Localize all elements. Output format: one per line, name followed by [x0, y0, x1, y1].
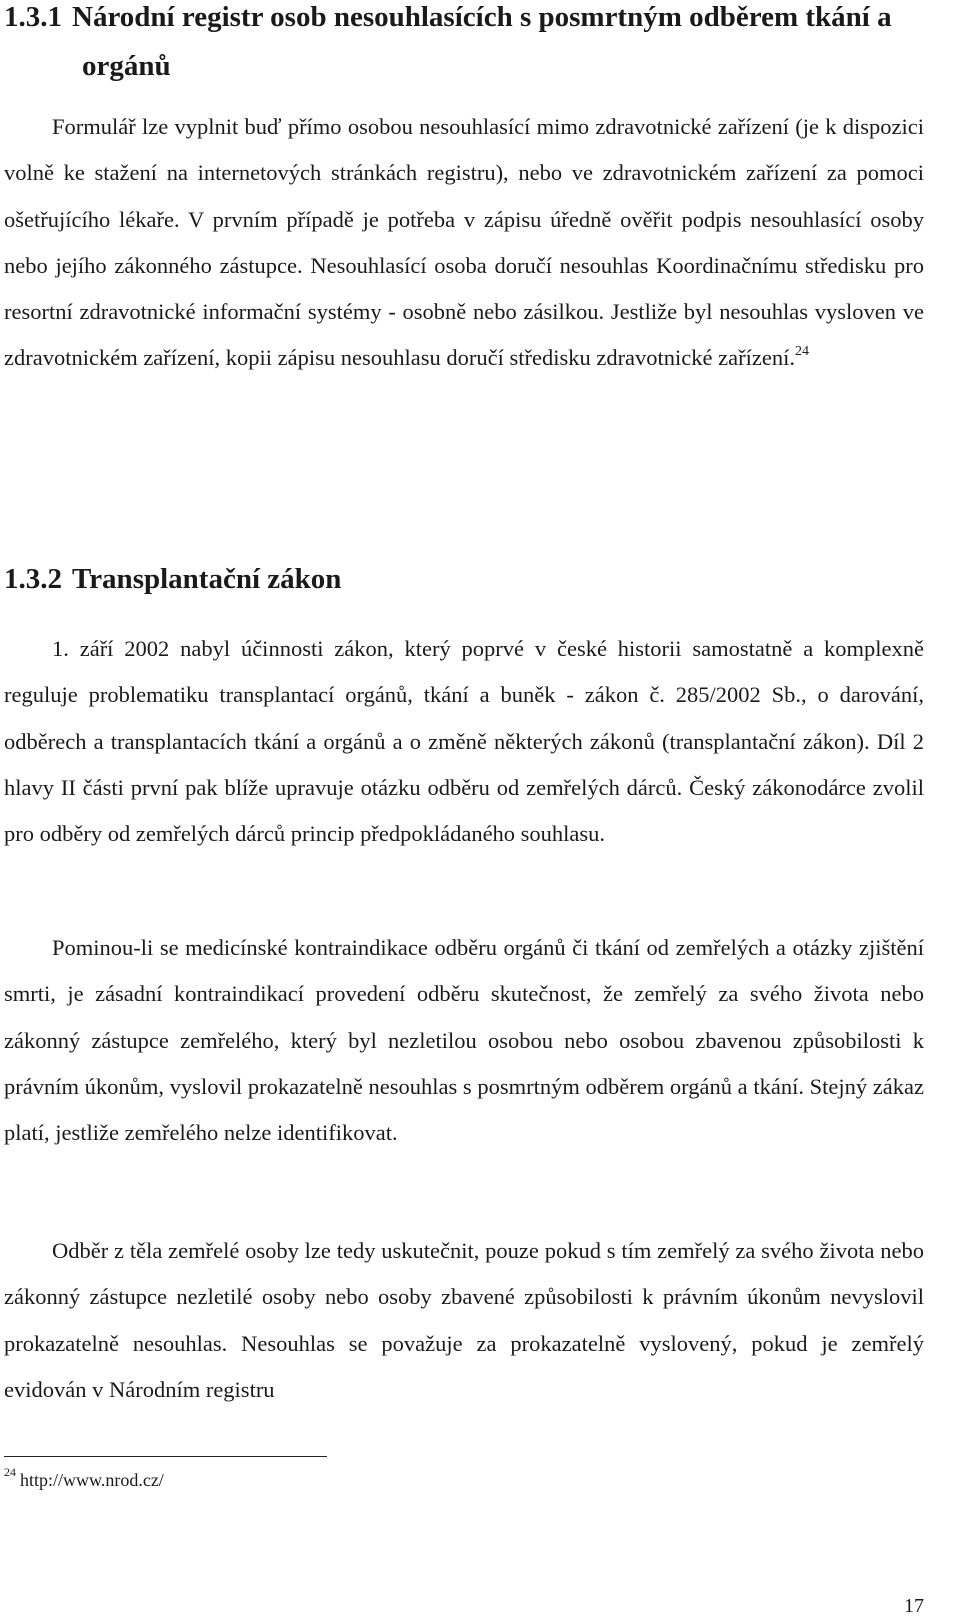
- section-heading: [4, 0, 924, 91]
- paragraph-text: Odběr z těla zemřelé osoby lze tedy uskutečnit, pouze pokud s tím zemřelý za svého života nebo zákonný zástupce nezletilé osoby nebo osoby zbavené způsobilosti k právním úkonům nevyslovil prokazatelně nesouhlas. Nesouhlas se považuje za prokazatelně vyslovený, pokud je zemřelý evidován v Národním registru: [4, 1238, 924, 1402]
- footnote-separator: [4, 1456, 327, 1457]
- section-title: Národní registr osob nesouhlasících s posmrtným odběrem tkání a: [72, 1, 892, 33]
- paragraph-text: Pominou-li se medicínské kontraindikace odběru orgánů či tkání od zemřelých a otázky zjištění smrti, je zásadní kontraindikací provedení odběru skutečnost, že zemřelý za svého života nebo zákonný zástupce zemřelého, který byl nezletilou osobou nebo osobou zbavenou způsobilosti k právním úkonům, vyslovil prokazatelně nesouhlas s posmrtným odběrem orgánů a tkání. Stejný zákaz platí, jestliže zemřelého nelze identifikovat.: [4, 935, 924, 1146]
- paragraph-text: Formulář lze vyplnit buď přímo osobou nesouhlasící mimo zdravotnické zařízení (je k dispozici volně ke stažení na internetových stránkách registru), nebo ve zdravotnickém zařízení za pomoci ošetřujícího lékaře. V prvním případě je potřeba v zápisu úředně ověřit podpis nesouhlasící osoby nebo jejího zákonného zástupce. Nesouhlasící osoba doručí nesouhlas Koordinačnímu středisku pro resortní zdravotnické informační systémy - osobně nebo zásilkou. Jestliže byl nesouhlas vysloven ve zdravotnickém zařízení, kopii zápisu nesouhlasu doručí středisku zdravotnické zařízení.: [4, 114, 924, 371]
- footnote-reference: 24: [794, 343, 809, 359]
- section-heading: [4, 555, 924, 604]
- section-number: 1.3.1: [4, 1, 62, 33]
- paragraph-text: 1. září 2002 nabyl účinnosti zákon, který poprvé v české historii samostatně a komplexně reguluje problematiku transplantací orgánů, tkání a buněk - zákon č. 285/2002 Sb., o darování, odběrech a transplantacích tkání a orgánů a o změně některých zákonů (transplantační zákon). Díl 2 hlavy II části první pak blíže upravuje otázku odběru od zemřelých dárců. Český zákonodárce zvolil pro odběry od zemřelých dárců princip předpokládaného souhlasu.: [4, 636, 924, 847]
- page-number: 17: [904, 1595, 924, 1617]
- footnote: [4, 1465, 164, 1492]
- paragraph: [4, 626, 924, 857]
- footnote-link[interactable]: http://www.nrod.cz/: [20, 1470, 164, 1490]
- section-title-continuation: orgánů: [82, 50, 171, 82]
- footnote-number: 24: [4, 1465, 16, 1479]
- section-number: 1.3.2: [4, 563, 62, 595]
- paragraph: [4, 925, 924, 1156]
- section-title: Transplantační zákon: [72, 563, 342, 595]
- paragraph: [4, 104, 924, 382]
- paragraph: [4, 1228, 924, 1413]
